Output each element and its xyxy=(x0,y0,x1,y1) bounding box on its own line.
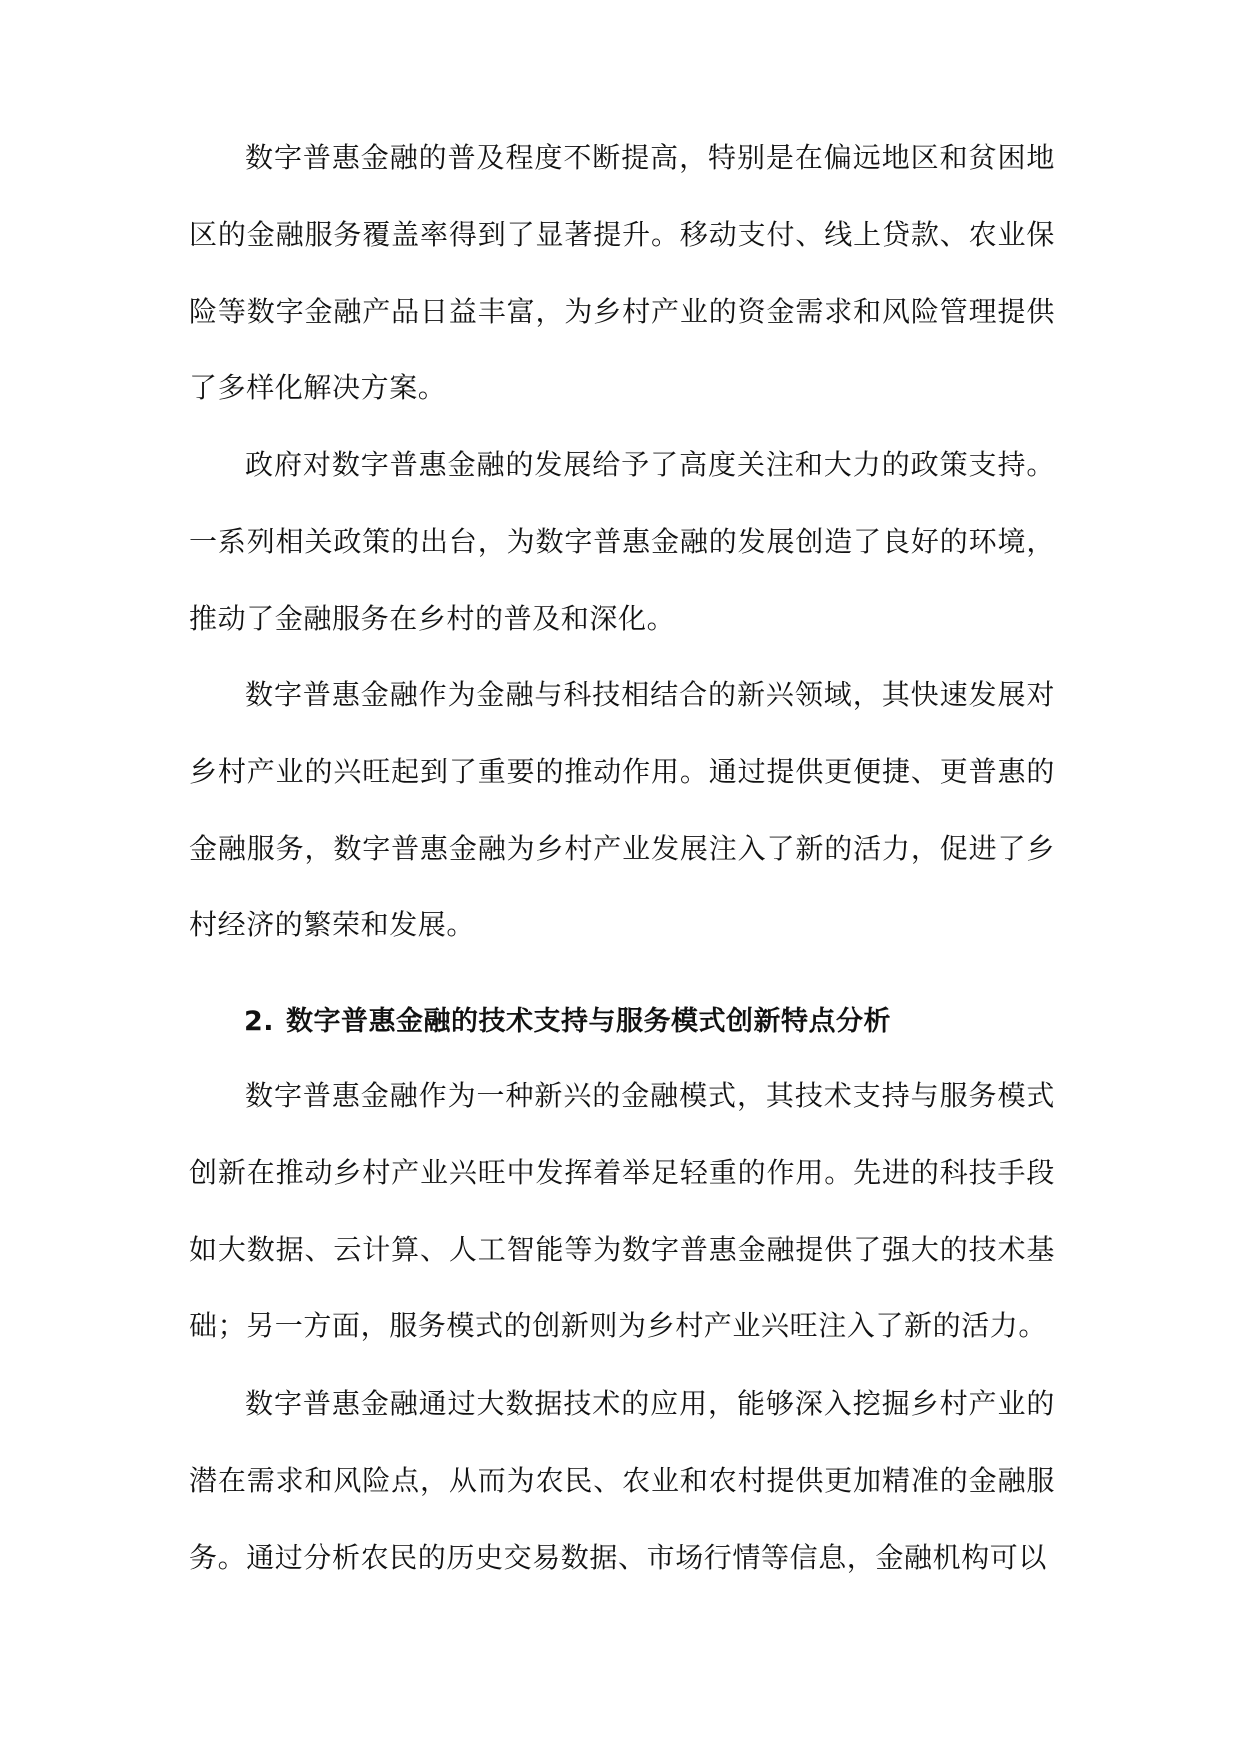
paragraph-financial-inclusion-coverage: 数字普惠金融的普及程度不断提高，特别是在偏远地区和贫困地区的金融服务覆盖率得到了显著提升。移动支付、线上贷款、农业保险等数字金融产品日益丰富，为乡村产业的资金需求和风险管理提供了多样化解决方案。 xyxy=(189,141,1055,405)
section-title: 数字普惠金融的技术支持与服务模式创新特点分析 xyxy=(286,1006,892,1037)
section-heading xyxy=(244,1002,1064,1042)
paragraph-government-policy-support: 政府对数字普惠金融的发展给予了高度关注和大力的政策支持。一系列相关政策的出台，为数字普惠金融的发展创造了良好的环境，推动了金融服务在乡村的普及和深化。 xyxy=(189,448,1055,635)
paragraph-big-data-application: 数字普惠金融通过大数据技术的应用，能够深入挖掘乡村产业的潜在需求和风险点，从而为农民、农业和农村提供更加精准的金融服务。通过分析农民的历史交易数据、市场行情等信息，金融机构可以 xyxy=(189,1387,1055,1574)
paragraph-technology-and-service-innovation: 数字普惠金融作为一种新兴的金融模式，其技术支持与服务模式创新在推动乡村产业兴旺中发挥着举足轻重的作用。先进的科技手段如大数据、云计算、人工智能等为数字普惠金融提供了强大的技术基础；另一方面，服务模式的创新则为乡村产业兴旺注入了新的活力。 xyxy=(189,1079,1055,1343)
section-number: 2. xyxy=(244,1006,275,1037)
paragraph-rural-industry-promotion: 数字普惠金融作为金融与科技相结合的新兴领域，其快速发展对乡村产业的兴旺起到了重要的推动作用。通过提供更便捷、更普惠的金融服务，数字普惠金融为乡村产业发展注入了新的活力，促进了乡村经济的繁荣和发展。 xyxy=(189,678,1055,942)
